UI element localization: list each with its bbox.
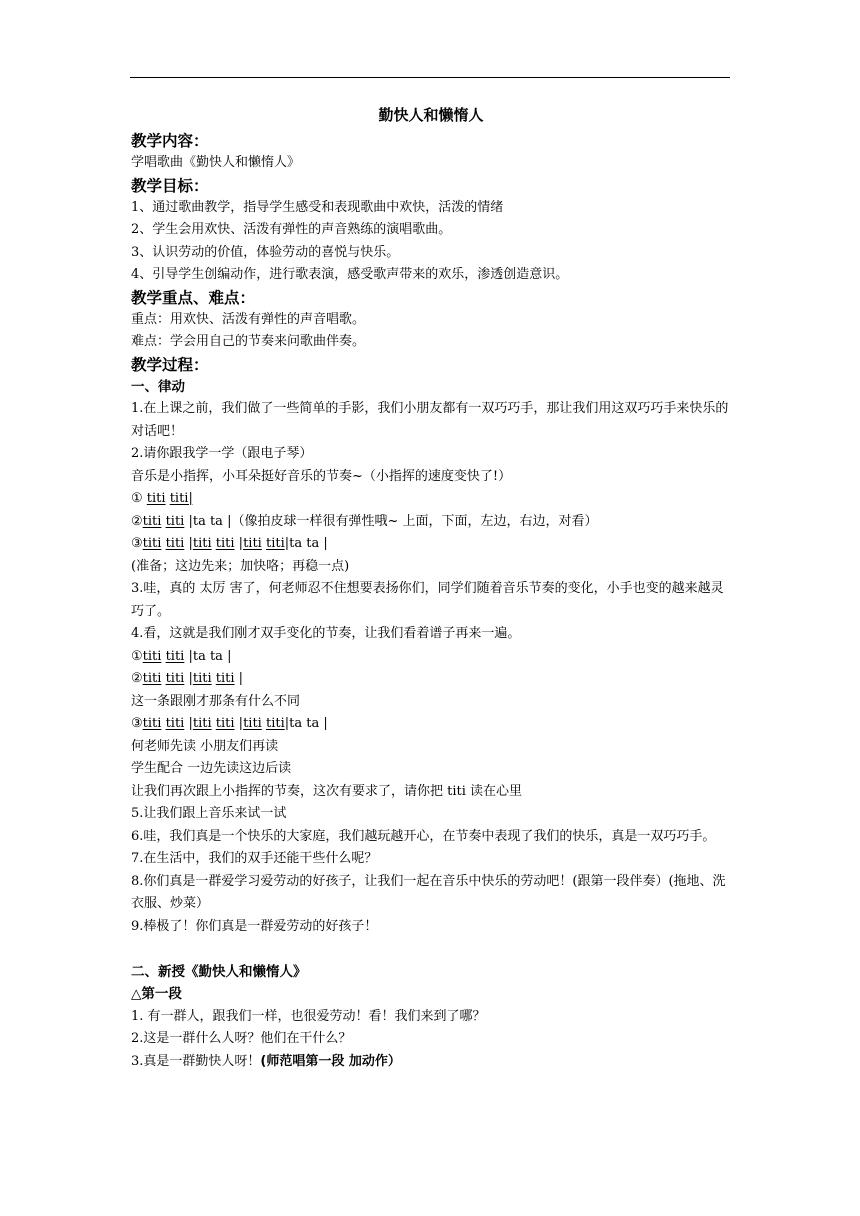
rhythm-beat: titi: [142, 671, 162, 686]
rhythm-number: ③: [131, 536, 143, 551]
rhythm-tail: |ta ta |: [284, 536, 328, 551]
rhythm-number: ②: [131, 513, 143, 529]
rhythm-bar: |: [188, 671, 193, 686]
rhythm-number: ①: [131, 648, 143, 664]
rhythm-beat: titi: [192, 716, 212, 731]
paragraph: [131, 1051, 731, 1074]
paragraph: 9.棒极了！你们真是一群爱劳动的好孩子！: [131, 918, 378, 934]
section-heading-goals: 教学目标：: [131, 176, 209, 195]
rhythm-bar: |: [238, 716, 244, 731]
paragraph: 8.你们真是一群爱学习爱劳动的好孩子，让我们一起在音乐中快乐的劳动吧！(跟第一段伴奏）(拖地、洗衣服、炒菜）: [131, 873, 726, 911]
paragraph: 6.哇，我们真是一个快乐的大家庭，我们越玩越开心，在节奏中表现了我们的快乐，真是一双巧巧手。: [131, 828, 716, 844]
rhythm-tail: |ta ta |: [188, 648, 232, 664]
paragraph: 2.这是一群什么人呀？他们在干什么？: [131, 1031, 352, 1046]
rhythm-bar: |: [188, 716, 193, 731]
rhythm-beat: titi: [192, 536, 212, 551]
rhythm-line: [131, 646, 731, 669]
rhythm-beat: titi: [142, 716, 162, 731]
section-heading-key-points: 教学重点、难点：: [131, 288, 256, 307]
rhythm-note: （像拍皮球一样很有弹性哦~ 上面，下面，左边，右边，对看）: [231, 513, 598, 529]
document-page: [131, 104, 731, 1073]
rhythm-beat: titi: [169, 491, 189, 506]
paragraph: 学生配合 一边先读这边后读: [131, 761, 292, 776]
rhythm-line: [131, 511, 731, 534]
paragraph: (准备；这边先来；加快咯；再稳一点): [131, 558, 350, 574]
paragraph: 3.哇，真的 太厉 害了，何老师忍不住想要表扬你们，同学们随着音乐节奏的变化，小手也变的越来越灵巧了。: [131, 581, 724, 619]
rhythm-beat: titi: [215, 716, 235, 731]
key-point: 重点：用欢快、活泼有弹性的声音唱歌。: [131, 311, 366, 327]
goal-item: 4、引导学生创编动作，进行歌表演，感受歌声带来的欢乐，渗透创造意识。: [131, 267, 569, 282]
document-title: 勤快人和懒惰人: [378, 106, 484, 124]
paragraph: 1.在上课之前，我们做了一些简单的手影，我们小朋友都有一双巧巧手，那让我们用这双巧巧手来快乐的对话吧！: [131, 401, 729, 439]
rhythm-beat: titi: [146, 491, 166, 506]
rhythm-line: [131, 713, 731, 736]
paragraph: 7.在生活中，我们的双手还能干些什么呢？: [131, 851, 378, 866]
rhythm-beat: titi: [165, 648, 185, 664]
rhythm-beat: titi: [142, 513, 162, 529]
rhythm-tail: |ta ta |: [188, 513, 232, 529]
rhythm-tail: |ta ta |: [284, 716, 328, 731]
rhythm-beat: titi: [243, 536, 262, 551]
part2-subheading: △第一段: [131, 986, 182, 1002]
goal-item: 1、通过歌曲教学，指导学生感受和表现歌曲中欢快，活泼的情绪: [131, 199, 504, 215]
rhythm-number: ②: [131, 671, 143, 686]
header-rule: [130, 77, 730, 78]
paragraph: 5.让我们跟上音乐来试一试: [131, 806, 287, 821]
goal-item: 2、学生会用欢快、活泼有弹性的声音熟练的演唱歌曲。: [131, 222, 452, 237]
goal-item: 3、认识劳动的价值，体验劳动的喜悦与快乐。: [131, 244, 400, 260]
paragraph-bold-text: (师范唱第一段 加动作）: [260, 1053, 401, 1069]
rhythm-beat: titi: [265, 716, 285, 731]
rhythm-number: ③: [131, 716, 143, 731]
rhythm-beat: titi: [215, 671, 235, 686]
rhythm-bar: |: [188, 536, 193, 551]
rhythm-line: [131, 533, 731, 556]
rhythm-beat: titi: [243, 716, 262, 731]
rhythm-beat: titi: [142, 536, 162, 551]
rhythm-beat: titi: [142, 648, 162, 664]
rhythm-tail: |: [238, 671, 244, 686]
spacer: [131, 938, 731, 961]
rhythm-bar: |: [188, 491, 193, 506]
paragraph: 1. 有一群人，跟我们一样，也很爱劳动！看！我们来到了哪？: [131, 1008, 486, 1024]
rhythm-beat: titi: [215, 536, 235, 551]
difficult-point: 难点：学会用自己的节奏来问歌曲伴奏。: [131, 334, 366, 349]
paragraph: 4.看，这就是我们刚才双手变化的节奏，让我们看着谱子再来一遍。: [131, 626, 521, 641]
rhythm-beat: titi: [165, 671, 185, 686]
section-heading-process: 教学过程：: [131, 355, 209, 374]
paragraph: 2.请你跟我学一学（跟电子琴）: [131, 446, 313, 461]
paragraph: 让我们再次跟上小指挥的节奏，这次有要求了，请你把 titi 读在心里: [131, 783, 523, 799]
paragraph: 这一条跟刚才那条有什么不同: [131, 693, 301, 709]
rhythm-number: ①: [131, 491, 143, 506]
part2-heading: 二、新授《勤快人和懒惰人》: [131, 963, 307, 980]
rhythm-line: [131, 488, 731, 511]
paragraph: 音乐是小指挥，小耳朵挺好音乐的节奏~（小指挥的速度变快了!）: [131, 468, 512, 484]
paragraph: 何老师先读 小朋友们再读: [131, 738, 279, 754]
rhythm-beat: titi: [265, 536, 285, 551]
rhythm-beat: titi: [192, 671, 212, 686]
content-line: 学唱歌曲《勤快人和懒惰人》: [131, 155, 301, 170]
rhythm-beat: titi: [165, 536, 185, 551]
part1-heading: 一、律动: [131, 378, 185, 395]
rhythm-beat: titi: [165, 513, 185, 529]
rhythm-bar: |: [238, 536, 244, 551]
rhythm-beat: titi: [165, 716, 185, 731]
rhythm-line: [131, 668, 731, 691]
section-heading-content: 教学内容：: [131, 132, 209, 150]
paragraph-text: 3.真是一群勤快人呀！: [131, 1053, 261, 1069]
